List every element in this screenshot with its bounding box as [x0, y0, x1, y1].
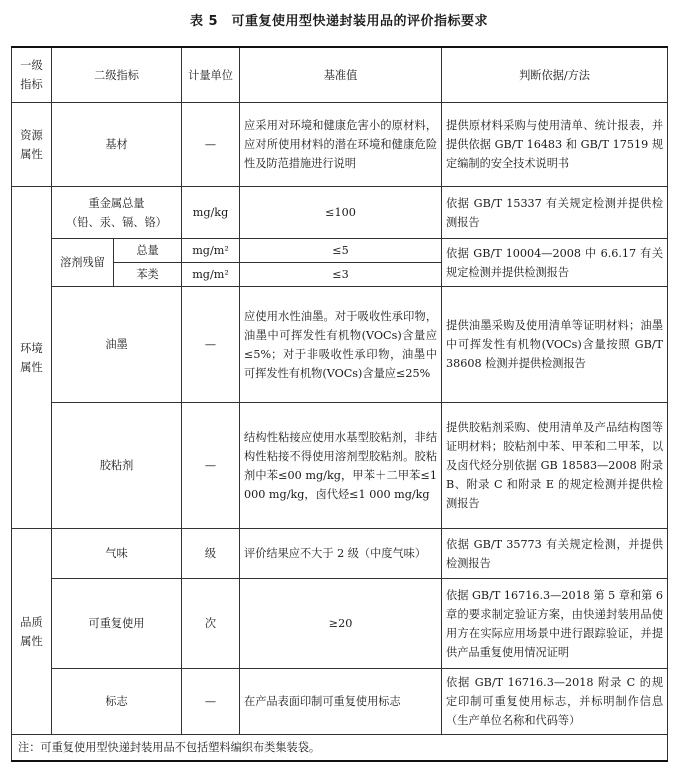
baseline-solvent-benzene: ≤3: [240, 263, 442, 287]
baseline-reusable: ≥20: [240, 579, 442, 669]
table-row: [12, 579, 668, 669]
evaluation-table: [11, 46, 668, 762]
table-row: [12, 669, 668, 735]
unit-reusable: 次: [182, 579, 240, 669]
baseline-adhesive: 结构性粘接应使用水基型胶粘剂，非结构性粘接不得使用溶剂型胶粘剂。胶粘剂中苯≤00 mg/kg，甲苯＋二甲苯≤1 000 mg/kg，卤代烃≤1 000 mg/kg: [240, 403, 442, 529]
table-row: [12, 239, 668, 263]
table-header-row: [12, 47, 668, 103]
unit-ink: —: [182, 287, 240, 403]
method-adhesive: 提供胶粘剂采购、使用清单及产品结构图等证明材料；胶粘剂中苯、甲苯和二甲苯，以及卤代烃分别依据 GB 18583—2008 附录 B、附录 C 和附录 E 的规定检测并提供检测报告: [442, 403, 668, 529]
group-environment: 环境属性: [12, 187, 52, 529]
table-row: [12, 287, 668, 403]
indicator-ink: 油墨: [52, 287, 182, 403]
table-row: [12, 187, 668, 239]
table-row: [12, 103, 668, 187]
header-level1: 一级指标: [12, 47, 52, 103]
unit-adhesive: —: [182, 403, 240, 529]
indicator-heavy-metal: [52, 187, 182, 239]
unit-heavy-metal: mg/kg: [182, 187, 240, 239]
header-unit: 计量单位: [182, 47, 240, 103]
indicator-adhesive: 胶粘剂: [52, 403, 182, 529]
table-title: 表 5 可重复使用型快递封装用品的评价指标要求: [189, 14, 489, 29]
unit-odor: 级: [182, 529, 240, 579]
method-odor: 依据 GB/T 35773 有关规定检测，并提供检测报告: [442, 529, 668, 579]
unit-solvent-benzene: mg/m²: [182, 263, 240, 287]
indicator-substrate: 基材: [52, 103, 182, 187]
baseline-solvent-total: ≤5: [240, 239, 442, 263]
table-note-row: [12, 735, 668, 762]
method-substrate: 提供原材料采购与使用清单、统计报表，并提供依据 GB/T 16483 和 GB/T 17519 规定编制的安全技术说明书: [442, 103, 668, 187]
indicator-reusable: 可重复使用: [52, 579, 182, 669]
header-method: 判断依据/方法: [442, 47, 668, 103]
baseline-odor: 评价结果应不大于 2 级（中度气味）: [240, 529, 442, 579]
header-baseline: 基准值: [240, 47, 442, 103]
indicator-solvent: 溶剂残留: [52, 239, 114, 287]
baseline-heavy-metal: ≤100: [240, 187, 442, 239]
indicator-mark: 标志: [52, 669, 182, 735]
method-ink: 提供油墨采购及使用清单等证明材料；油墨中可挥发性有机物(VOCs)含量按照 GB/T 38608 检测并提供检测报告: [442, 287, 668, 403]
unit-solvent-total: mg/m²: [182, 239, 240, 263]
table-row: [12, 403, 668, 529]
method-reusable: 依据 GB/T 16716.3—2018 第 5 章和第 6 章的要求制定验证方案，由快递封装用品使用方在实际应用场景中进行跟踪验证，并提供产品重复使用情况证明: [442, 579, 668, 669]
baseline-mark: 在产品表面印制可重复使用标志: [240, 669, 442, 735]
baseline-ink: 应使用水性油墨。对于吸收性承印物，油墨中可挥发性有机物(VOCs)含量应≤5%；对于非吸收性承印物，油墨中可挥发性有机物(VOCs)含量应≤25%: [240, 287, 442, 403]
table-row: [12, 529, 668, 579]
group-quality: 品质属性: [12, 529, 52, 735]
indicator-solvent-benzene: 苯类: [114, 263, 182, 287]
method-mark: 依据 GB/T 16716.3—2018 附录 C 的规定印制可重复使用标志，并标明制作信息（生产单位名称和代码等）: [442, 669, 668, 735]
indicator-heavy-metal-label: 重金属总量: [88, 196, 145, 210]
indicator-heavy-metal-note: （铅、汞、镉、铬）: [66, 215, 167, 229]
unit-substrate: —: [182, 103, 240, 187]
indicator-solvent-total: 总量: [114, 239, 182, 263]
method-heavy-metal: 依据 GB/T 15337 有关规定检测并提供检测报告: [442, 187, 668, 239]
method-solvent: 依据 GB/T 10004—2008 中 6.6.17 有关规定检测并提供检测报告: [442, 239, 668, 287]
header-level2: 二级指标: [52, 47, 182, 103]
group-resource: 资源属性: [12, 103, 52, 187]
baseline-substrate: 应采用对环境和健康危害小的原材料，应对所使用材料的潜在环境和健康危险性及防范措施进行说明: [240, 103, 442, 187]
indicator-odor: 气味: [52, 529, 182, 579]
unit-mark: —: [182, 669, 240, 735]
table-note: 注：可重复使用型快递封装用品不包括塑料编织布类集装袋。: [12, 735, 668, 762]
